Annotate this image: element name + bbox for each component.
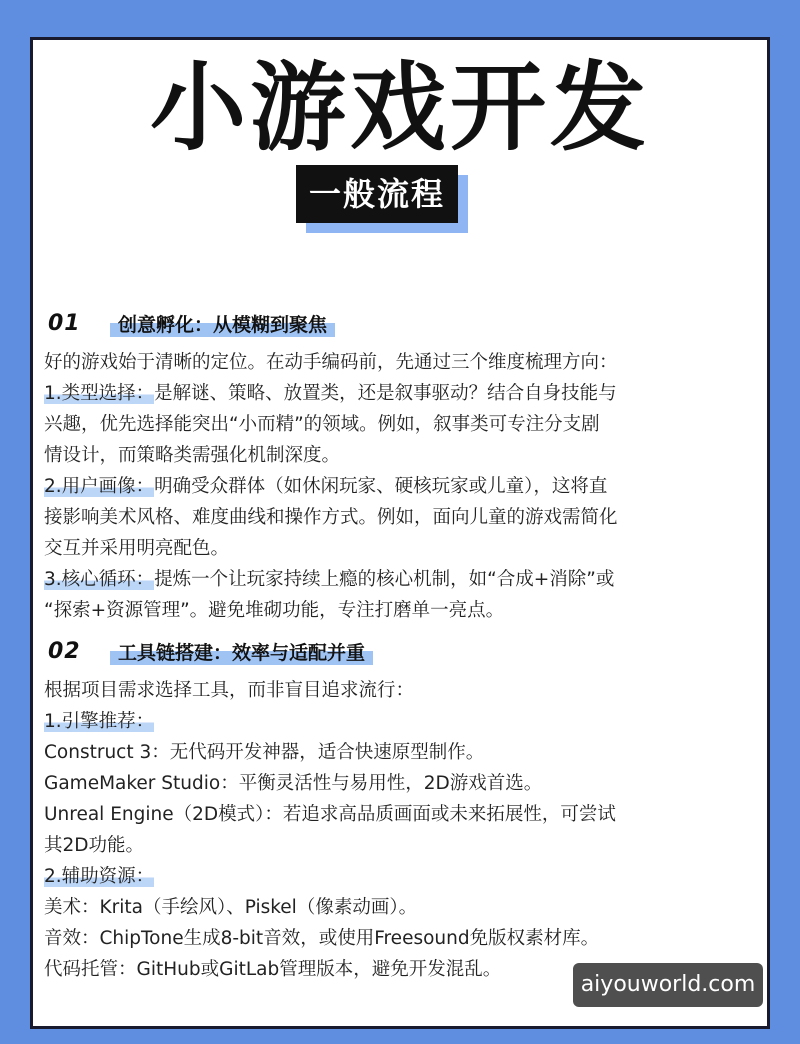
page-title: 小游戏开发 bbox=[150, 52, 650, 164]
item-label: 1.引擎推荐： bbox=[44, 711, 155, 732]
engine-item: Construct 3：无代码开发神器，适合快速原型制作。 bbox=[44, 742, 485, 763]
section-1-body bbox=[44, 347, 704, 626]
list-item bbox=[44, 378, 704, 409]
item-text: 明确受众群体（如休闲玩家、硬核玩家或儿童），这将直 bbox=[154, 476, 608, 497]
item-text: 是解谜、策略、放置类，还是叙事驱动？结合自身技能与 bbox=[154, 383, 617, 404]
resource-item: 代码托管：GitHub或GitLab管理版本，避免开发混乱。 bbox=[44, 959, 502, 980]
engine-item: GameMaker Studio：平衡灵活性与易用性，2D游戏首选。 bbox=[44, 773, 543, 794]
list-item bbox=[44, 706, 704, 737]
subtitle-box bbox=[296, 165, 458, 223]
list-item bbox=[44, 861, 704, 892]
section-2-title: 工具链搭建：效率与适配并重 bbox=[110, 638, 373, 665]
item-text: 交互并采用明亮配色。 bbox=[44, 538, 230, 559]
section-1-number: 01 bbox=[48, 310, 81, 336]
engine-item: Unreal Engine（2D模式）：若追求高品质画面或未来拓展性，可尝试 bbox=[44, 804, 616, 825]
engine-item: 其2D功能。 bbox=[44, 835, 145, 856]
resource-item: 美术：Krita（手绘风）、Piskel（像素动画）。 bbox=[44, 897, 418, 918]
section-2-body bbox=[44, 675, 704, 985]
list-item bbox=[44, 471, 704, 502]
item-text: 情设计，而策略类需强化机制深度。 bbox=[44, 445, 341, 466]
item-label: 2.辅助资源： bbox=[44, 866, 155, 887]
section-1-title: 创意孵化：从模糊到聚焦 bbox=[110, 310, 335, 337]
subtitle: 一般流程 bbox=[296, 165, 458, 223]
section-2-header bbox=[48, 636, 373, 666]
section-2-number: 02 bbox=[48, 638, 81, 664]
item-text: 接影响美术风格、难度曲线和操作方式。例如，面向儿童的游戏需简化 bbox=[44, 507, 618, 528]
item-text: “探索+资源管理”。避免堆砌功能，专注打磨单一亮点。 bbox=[44, 600, 505, 621]
item-text: 兴趣，优先选择能突出“小而精”的领域。例如，叙事类可专注分支剧 bbox=[44, 414, 600, 435]
list-item bbox=[44, 564, 704, 595]
item-label: 2.用户画像： bbox=[44, 476, 155, 497]
section-1-intro: 好的游戏始于清晰的定位。在动手编码前，先通过三个维度梳理方向： bbox=[44, 352, 618, 373]
section-1-header bbox=[48, 308, 335, 338]
resource-item: 音效：ChipTone生成8-bit音效，或使用Freesound免版权素材库。 bbox=[44, 928, 600, 949]
item-label: 3.核心循环： bbox=[44, 569, 155, 590]
section-2-intro: 根据项目需求选择工具，而非盲目追求流行： bbox=[44, 680, 415, 701]
watermark: aiyouworld.com bbox=[573, 963, 763, 1007]
item-label: 1.类型选择： bbox=[44, 383, 155, 404]
item-text: 提炼一个让玩家持续上瘾的核心机制，如“合成+消除”或 bbox=[154, 569, 615, 590]
